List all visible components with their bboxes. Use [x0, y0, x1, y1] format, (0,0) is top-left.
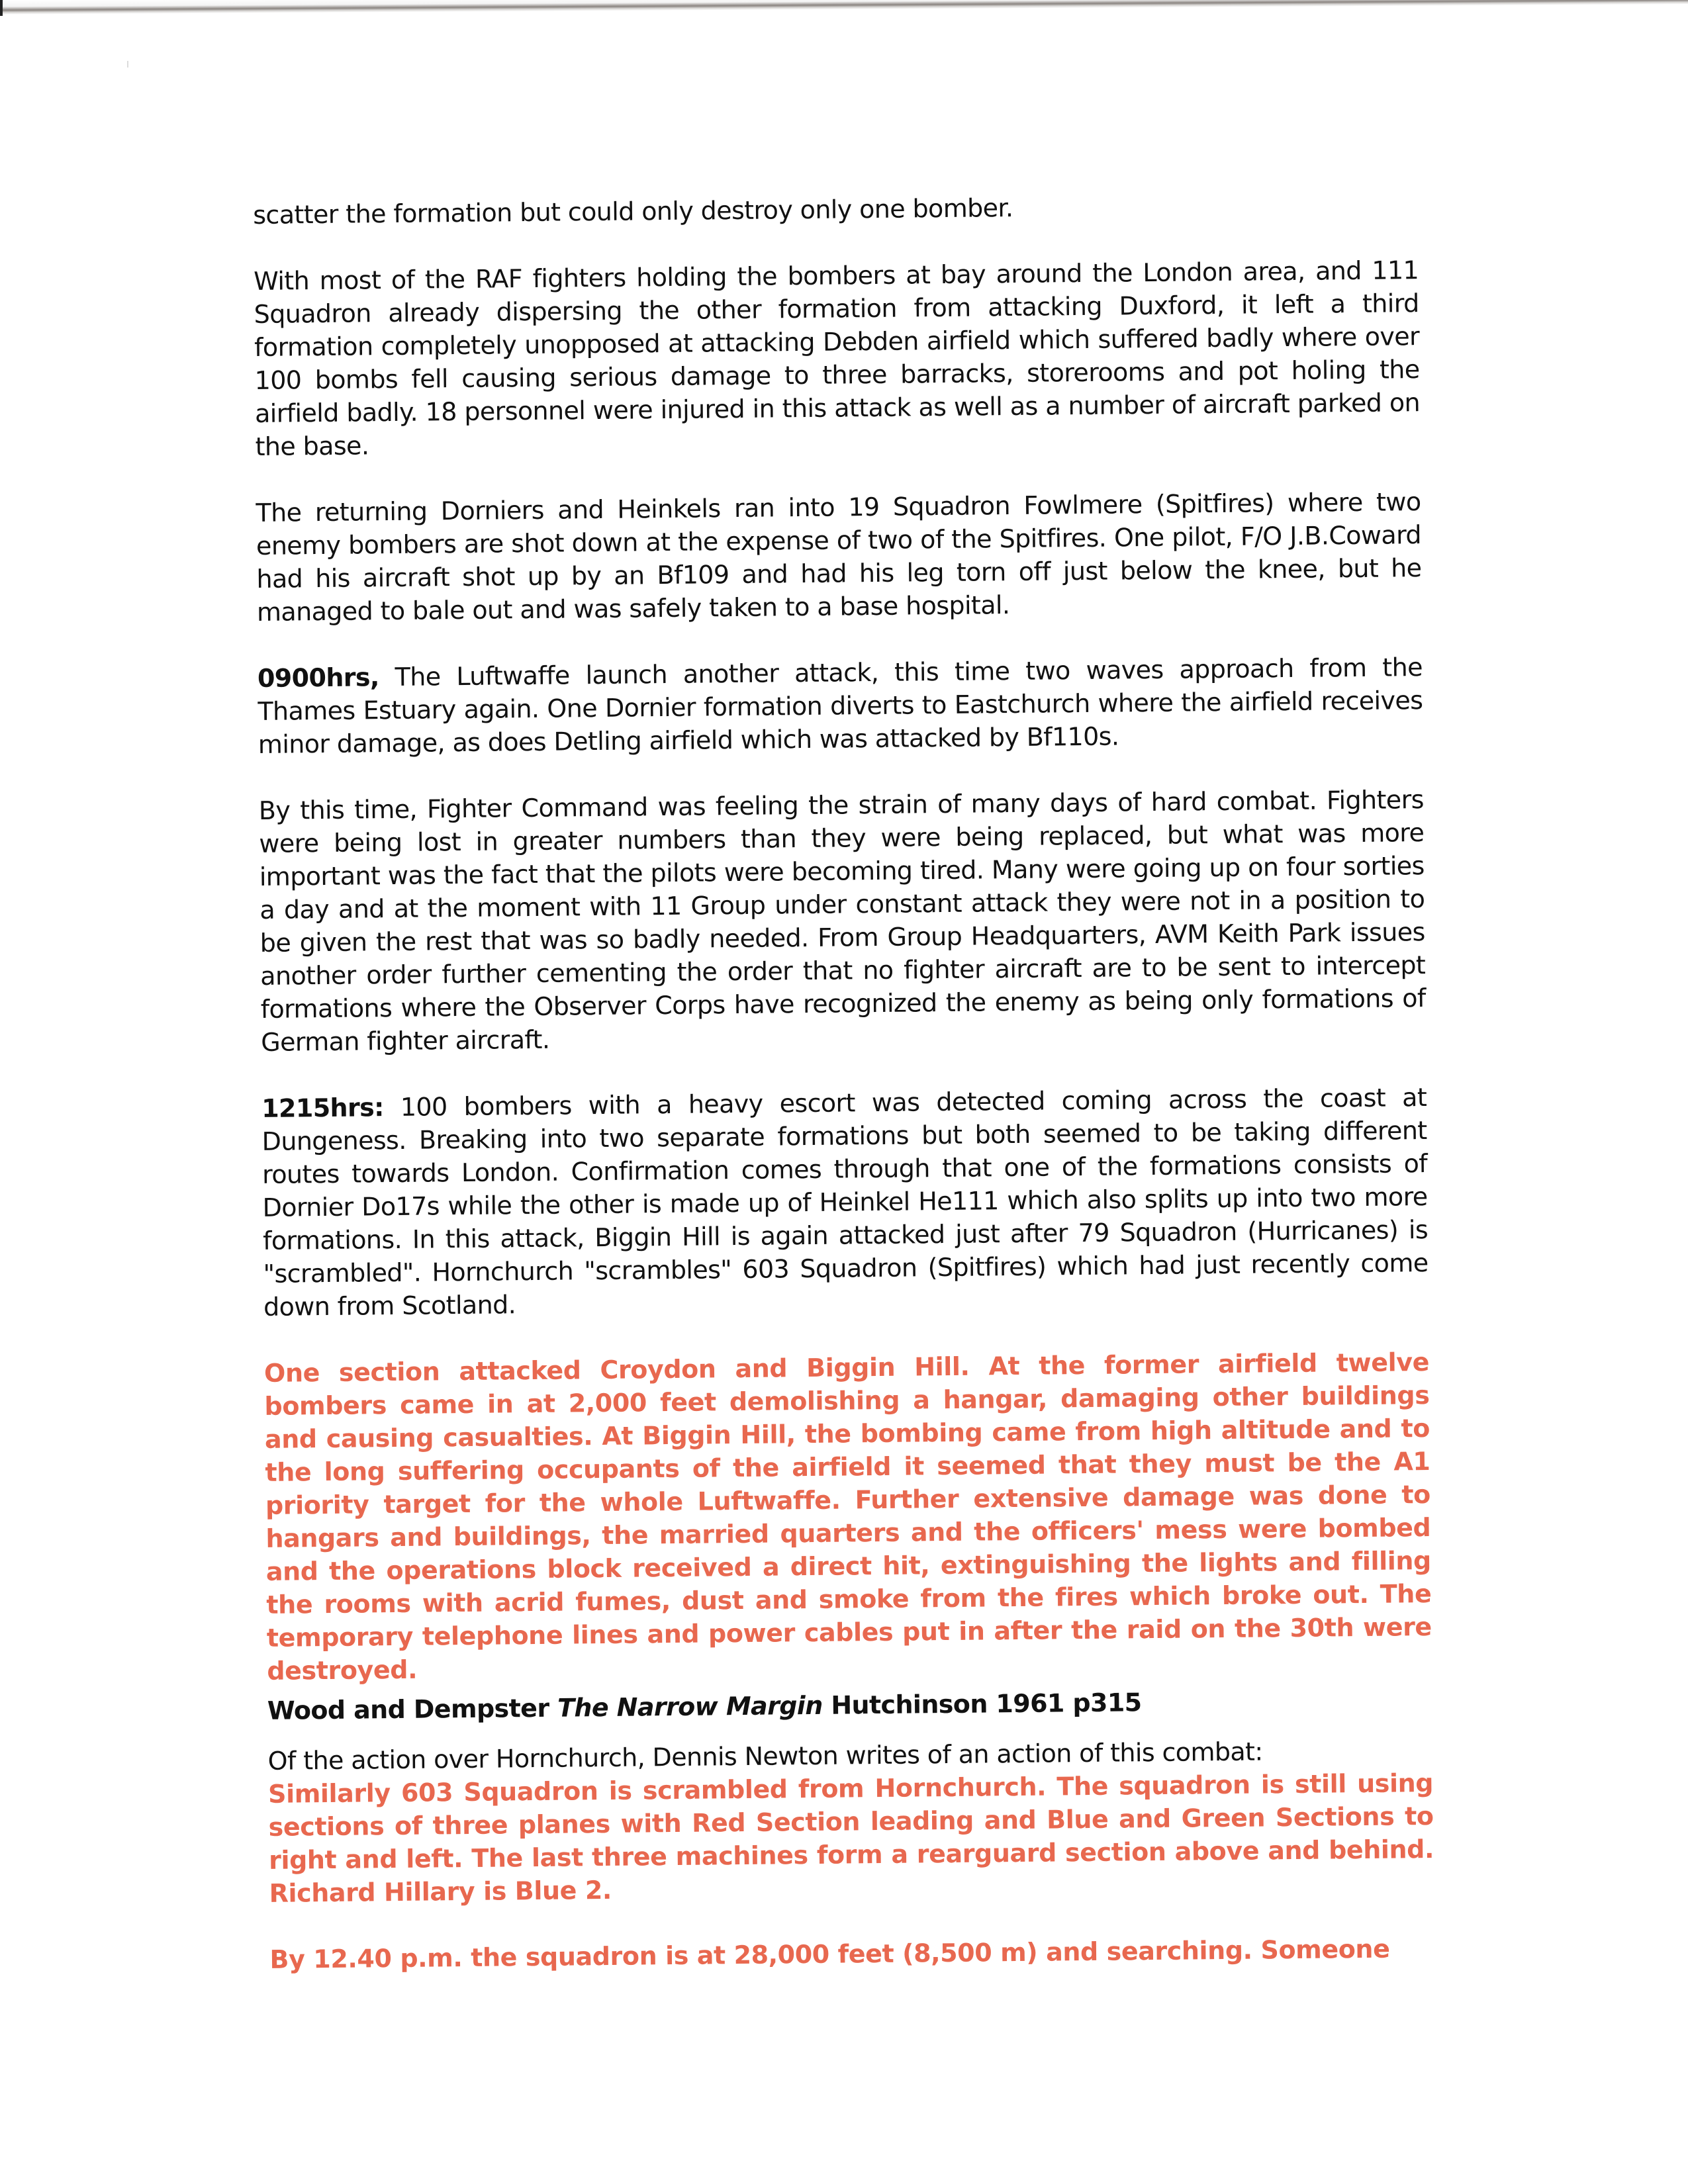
paragraph-text: 100 bombers with a heavy escort was detected coming across the coast at Dungeness. Breaking into two separate formations but both seemed to be taking different routes towards London. Confirmation comes through that one of the formations consists of Dornier Do17s while the other is made up of Heinkel He111 which also splits up into two more formations. In this attack, Biggin Hill is again attacked just after 79 Squadron (Hurricanes) is "scrambled". Hornchurch "scrambles" 603 Squadron (Spitfires) which had just recently come down from Scotland. [261, 1083, 1429, 1322]
scan-corner-mark [0, 0, 3, 16]
paragraph-1215hrs [261, 1081, 1429, 1324]
quote-croydon-biggin-hill: One section attacked Croydon and Biggin Hill. At the former airfield twelve bombers came in at 2,000 feet demolishing a hangar, damaging other buildings and causing casualties. At Biggin Hill, the bombing came from high altitude and to the long suffering occupants of the airfield it seemed that they must be the A1 priority target for the whole Luftwaffe. Further extensive damage was done to hangars and buildings, the married quarters and the officers' mess were bombed and the operations block received a direct hit, extinguishing the lights and filling the rooms with acrid fumes, dust and smoke from the fires which broke out. The temporary telephone lines and power cables put in after the raid on the 30th were destroyed. [263, 1347, 1432, 1686]
paragraph-text: With most of the RAF fighters holding the bombers at bay around the London area, and 111 Squadron already dispersing the other formation from attacking Duxford, it left a third formation completely unopposed at attacking Debden airfield which suffered badly where over 100 bombs fell causing serious damage to three barracks, storerooms and pot holing the airfield badly. 18 personnel were injured in this attack as well as a number of aircraft parked on the base. [253, 255, 1421, 461]
paragraph-text: The returning Dorniers and Heinkels ran into 19 Squadron Fowlmere (Spitfires) where two enemy bombers are shot down at the expense of two of the Spitfires. One pilot, F/O J.B.Coward had his aircraft shot up by an Bf109 and had his leg torn off just below the knee, but he managed to bale out and was safely taken to a base hospital. [256, 487, 1422, 627]
paragraph-scatter-formation [253, 187, 1418, 232]
paragraph-debden-attack [254, 253, 1421, 463]
scan-speck [127, 61, 128, 68]
paragraph-text: The Luftwaffe launch another attack, this time two waves approach from the Thames Estuary again. One Dornier formation diverts to Eastchurch where the airfield receives minor damage, as does Detling airfield which was attacked by Bf110s. [258, 653, 1423, 759]
paragraph-returning-dorniers [256, 485, 1422, 629]
quote-12-40pm: By 12.40 p.m. the squadron is at 28,000 feet (8,500 m) and searching. Someone [269, 1934, 1390, 1974]
quote-603-squadron: Similarly 603 Squadron is scrambled from Hornchurch. The squadron is still using sections of three planes with Red Section leading and Blue and Green Sections to right and left. The last three machines form a rearguard section above and behind. Richard Hillary is Blue 2. [267, 1768, 1434, 1908]
paragraph-0900hrs [258, 651, 1423, 761]
citation-authors: Wood and Dempster [267, 1693, 558, 1725]
citation-publisher: Hutchinson 1961 p315 [822, 1688, 1142, 1720]
time-label-1215: 1215hrs: [261, 1093, 384, 1123]
time-label-0900: 0900hrs, [257, 662, 379, 693]
intro-dennis-newton: Of the action over Hornchurch, Dennis Newton writes of an action of this combat: [267, 1737, 1263, 1776]
scan-top-edge [0, 0, 1688, 15]
paragraph-text: scatter the formation but could only destroy only one bomber. [253, 193, 1013, 230]
document-page [253, 187, 1435, 1976]
paragraph-fighter-command-strain [259, 783, 1427, 1059]
citation-narrow-margin [267, 1683, 1432, 1727]
paragraph-text: By this time, Fighter Command was feeling the strain of many days of hard combat. Fighters were being lost in greater numbers than they were being replaced, but what was more important was the fact that the pilots were becoming tired. Many were going up on four sorties a day and at the moment with 11 Group under constant attack they were not in a position to be given the rest that was so badly needed. From Group Headquarters, AVM Keith Park issues another order further cementing the order that no fighter aircraft are to be sent to intercept formations where the Observer Corps have recognized the enemy as being only formations of German fighter aircraft. [258, 785, 1426, 1057]
citation-book-title: The Narrow Margin [557, 1690, 823, 1723]
